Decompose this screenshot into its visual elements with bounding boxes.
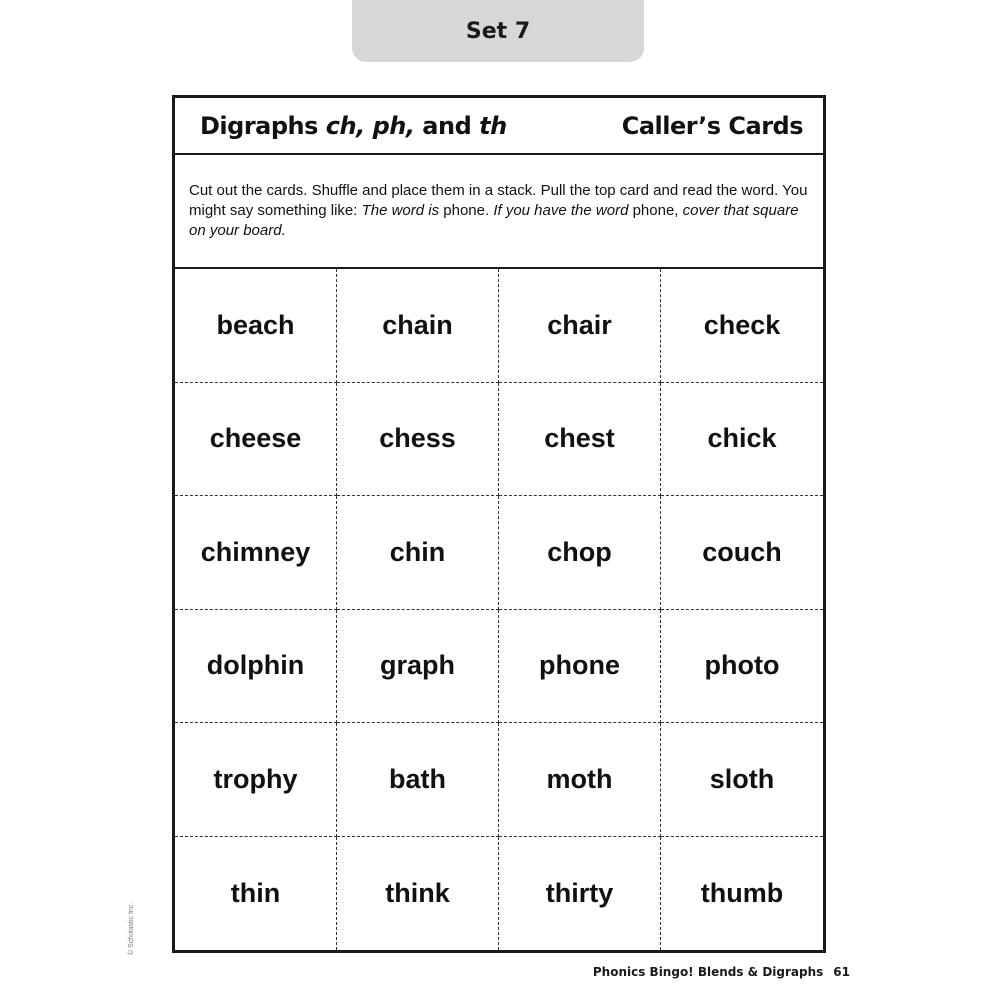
sheet-header: [175, 98, 823, 155]
set-label-tab: [352, 0, 644, 62]
card[interactable]: sloth: [661, 723, 823, 837]
sheet-title: [200, 112, 507, 140]
title-and: and: [414, 112, 480, 140]
card[interactable]: couch: [661, 496, 823, 610]
card[interactable]: think: [337, 837, 499, 951]
card[interactable]: chair: [499, 269, 661, 383]
title-prefix: Digraphs: [200, 112, 326, 140]
title-ph: ph,: [372, 112, 415, 140]
card[interactable]: photo: [661, 610, 823, 724]
card-grid: [175, 269, 823, 950]
instructions-part4: If you have the word: [493, 202, 629, 219]
card[interactable]: chick: [661, 383, 823, 497]
title-th: th: [479, 112, 507, 140]
page-footer: [593, 965, 850, 979]
set-label: Set 7: [465, 18, 531, 44]
callers-cards-sheet: [172, 95, 826, 953]
instructions-part3: phone.: [439, 202, 494, 219]
card[interactable]: chest: [499, 383, 661, 497]
card[interactable]: thumb: [700, 877, 784, 908]
instructions-part1: Cut out the cards. Shuffle and place them in a stack. Pull the top card and read the word. You might say something like:: [189, 182, 808, 219]
card[interactable]: beach: [175, 269, 337, 383]
title-ch: ch,: [325, 112, 365, 140]
card[interactable]: thirty: [499, 837, 661, 951]
card[interactable]: chop: [499, 496, 661, 610]
card[interactable]: chimney: [175, 496, 337, 610]
card[interactable]: thin: [175, 837, 337, 951]
card[interactable]: chain: [337, 269, 499, 383]
instructions-part6: cover that square on your board.: [189, 202, 799, 239]
page-number: 61: [833, 965, 850, 979]
card[interactable]: bath: [337, 723, 499, 837]
book-title: Phonics Bingo! Blends & Digraphs: [592, 965, 824, 979]
card[interactable]: graph: [337, 610, 499, 724]
card[interactable]: chin: [337, 496, 499, 610]
card[interactable]: trophy: [175, 723, 337, 837]
card[interactable]: cheese: [175, 383, 337, 497]
card[interactable]: dolphin: [175, 610, 337, 724]
card[interactable]: phone: [499, 610, 661, 724]
instructions-part2: The word is: [361, 202, 440, 219]
card[interactable]: check: [661, 269, 823, 383]
card[interactable]: moth: [499, 723, 661, 837]
instructions-part5: phone,: [628, 202, 683, 219]
instructions: [175, 155, 823, 269]
copyright-notice: © Scholastic Inc.: [128, 902, 135, 955]
callers-cards-title: Caller’s Cards: [621, 112, 803, 140]
card[interactable]: chess: [337, 383, 499, 497]
